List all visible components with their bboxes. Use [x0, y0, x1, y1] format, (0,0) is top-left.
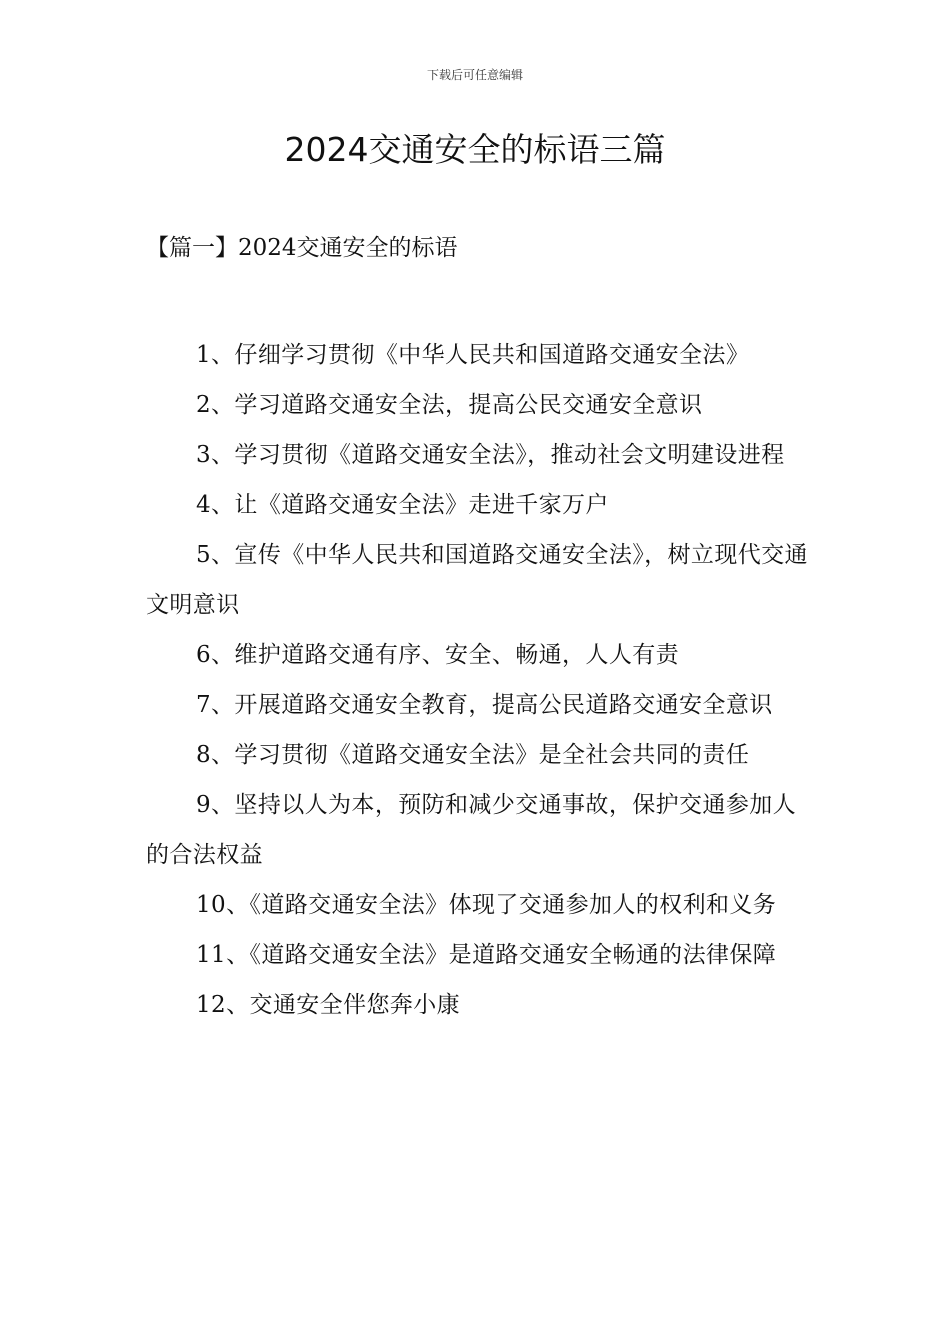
slogan-item: 11、《道路交通安全法》是道路交通安全畅通的法律保障 [196, 942, 777, 968]
slogan-item: 9、坚持以人为本，预防和减少交通事故，保护交通参加人的合法权益 [146, 792, 797, 868]
document-title: 2024交通安全的标语三篇 [284, 130, 666, 169]
slogan-item: 3、学习贯彻《道路交通安全法》，推动社会文明建设进程 [196, 442, 785, 468]
slogan-list [146, 330, 810, 1030]
slogan-item: 4、让《道路交通安全法》走进千家万户 [196, 492, 609, 518]
page-header-note: 下载后可任意编辑 [426, 68, 523, 82]
slogan-item: 8、学习贯彻《道路交通安全法》是全社会共同的责任 [196, 742, 750, 768]
slogan-item: 5、宣传《中华人民共和国道路交通安全法》，树立现代交通文明意识 [146, 542, 808, 618]
slogan-item: 12、交通安全伴您奔小康 [196, 992, 461, 1018]
slogan-item: 1、仔细学习贯彻《中华人民共和国道路交通安全法》 [196, 342, 750, 368]
slogan-item: 2、学习道路交通安全法，提高公民交通安全意识 [196, 392, 703, 418]
slogan-item: 10、《道路交通安全法》体现了交通参加人的权利和义务 [196, 892, 777, 918]
slogan-item: 7、开展道路交通安全教育，提高公民道路交通安全意识 [196, 692, 773, 718]
slogan-item: 6、维护道路交通有序、安全、畅通，人人有责 [196, 642, 680, 668]
section-heading: 【篇一】2024交通安全的标语 [146, 235, 458, 261]
